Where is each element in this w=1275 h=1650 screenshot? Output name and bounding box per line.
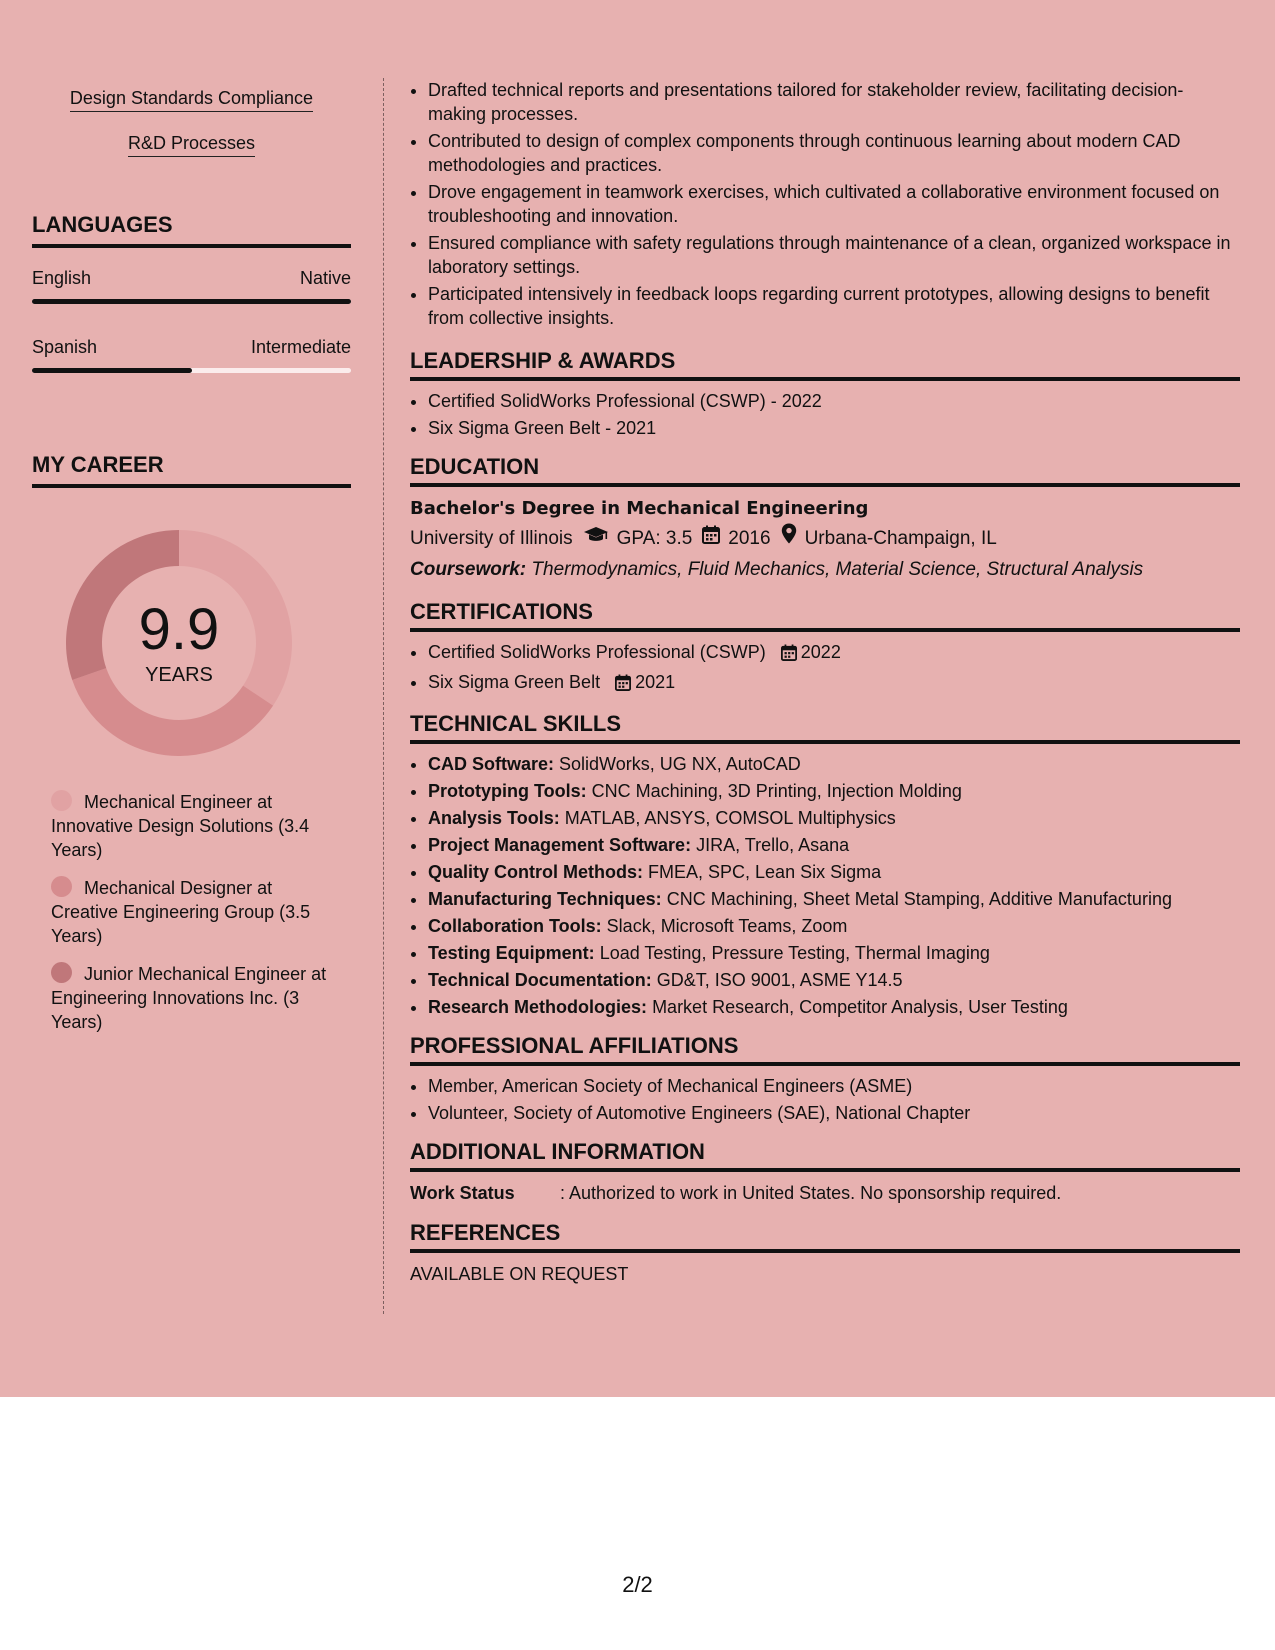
career-total-years: 9.9: [138, 597, 220, 662]
calendar-icon: [615, 673, 631, 697]
education-details: [410, 523, 1240, 555]
skill-item: [32, 133, 351, 154]
affiliation-item: • Volunteer, Society of Automotive Engineers (SAE), National Chapter: [428, 1101, 1240, 1125]
skill-item: [32, 88, 351, 109]
experience-bullet: • Drafted technical reports and presentations tailored for stakeholder review, facilitating decision-making processes.: [428, 78, 1240, 126]
leadership-list: [410, 389, 1240, 440]
skill-values: FMEA, SPC, Lean Six Sigma: [648, 862, 882, 882]
leadership-item: • Six Sigma Green Belt - 2021: [428, 416, 1240, 440]
language-level: Native: [299, 268, 351, 288]
coursework-label: Coursework:: [410, 559, 527, 580]
technical-skills-list: [410, 752, 1240, 1019]
language-bar-fill: [32, 368, 192, 373]
skill-values: Slack, Microsoft Teams, Zoom: [606, 916, 848, 936]
right-column: [410, 78, 1240, 1287]
skill-label: R&D Processes: [128, 133, 255, 157]
technical-skills-heading: TECHNICAL SKILLS: [410, 711, 1240, 744]
experience-bullet: • Ensured compliance with safety regulations through maintenance of a clean, organized workspace in laboratory settings.: [428, 231, 1240, 279]
certifications-heading: CERTIFICATIONS: [410, 599, 1240, 632]
career-total-unit: YEARS: [145, 664, 213, 686]
additional-info-heading: ADDITIONAL INFORMATION: [410, 1139, 1240, 1172]
graduation-cap-icon: [583, 523, 609, 555]
certifications-list: [410, 640, 1240, 697]
career-legend-item: [51, 876, 341, 948]
location-pin-icon: [781, 523, 797, 555]
affiliation-item: • Member, American Society of Mechanical Engineers (ASME): [428, 1074, 1240, 1098]
career-legend-item: [51, 962, 341, 1034]
skill-category: Analysis Tools:: [428, 808, 560, 828]
languages-heading: LANGUAGES: [32, 212, 351, 248]
education-heading: EDUCATION: [410, 454, 1240, 487]
career-legend-label: Junior Mechanical Engineer at Engineering Innovations Inc. (3 Years): [51, 964, 327, 1032]
education-school: University of Illinois: [410, 528, 573, 549]
technical-skill-item: [428, 860, 1240, 884]
career-legend-item: [51, 790, 341, 862]
skill-category: Manufacturing Techniques:: [428, 889, 662, 909]
certification-year: 2022: [800, 642, 841, 662]
affiliations-heading: PROFESSIONAL AFFILIATIONS: [410, 1033, 1240, 1066]
skill-values: Load Testing, Pressure Testing, Thermal Imaging: [599, 943, 990, 963]
skill-category: Testing Equipment:: [428, 943, 595, 963]
skill-category: Research Methodologies:: [428, 997, 648, 1017]
education-degree: Bachelor's Degree in Mechanical Engineering: [410, 498, 869, 519]
certification-name: Certified SolidWorks Professional (CSWP): [428, 642, 766, 662]
legend-dot: [51, 876, 72, 897]
technical-skill-item: [428, 887, 1240, 911]
calendar-icon: [781, 643, 797, 667]
education-location: Urbana-Champaign, IL: [804, 528, 997, 549]
education-year: 2016: [728, 528, 771, 549]
career-legend-label: Mechanical Engineer at Innovative Design Solutions (3.4 Years): [51, 792, 310, 860]
technical-skill-item: [428, 995, 1240, 1019]
education-gpa: GPA: 3.5: [616, 528, 693, 549]
language-name: English: [32, 268, 92, 288]
skill-category: Prototyping Tools:: [428, 781, 587, 801]
certification-name: Six Sigma Green Belt: [428, 672, 601, 692]
language-bar: [32, 368, 351, 373]
work-status-label: Work Status: [410, 1183, 515, 1203]
certification-item: [428, 670, 1240, 697]
page-number: 2/2: [622, 1572, 653, 1597]
experience-bullets: [410, 78, 1240, 330]
references-text: AVAILABLE ON REQUEST: [410, 1264, 629, 1284]
skill-values: GD&T, ISO 9001, ASME Y14.5: [656, 970, 903, 990]
language-bar-fill: [32, 299, 351, 304]
affiliations-list: [410, 1074, 1240, 1125]
technical-skill-item: [428, 833, 1240, 857]
calendar-icon: [702, 523, 720, 555]
skill-category: Project Management Software:: [428, 835, 692, 855]
technical-skill-item: [428, 941, 1240, 965]
skill-values: JIRA, Trello, Asana: [696, 835, 850, 855]
technical-skill-item: [428, 752, 1240, 776]
technical-skill-item: [428, 779, 1240, 803]
skill-values: CNC Machining, 3D Printing, Injection Molding: [591, 781, 962, 801]
career-legend-label: Mechanical Designer at Creative Engineering Group (3.5 Years): [51, 878, 311, 946]
language-row: [32, 268, 351, 289]
column-divider: [383, 78, 384, 1314]
skill-values: MATLAB, ANSYS, COMSOL Multiphysics: [564, 808, 896, 828]
skill-values: SolidWorks, UG NX, AutoCAD: [559, 754, 801, 774]
work-status-value: : Authorized to work in United States. No sponsorship required.: [560, 1183, 1062, 1203]
certification-item: [428, 640, 1240, 667]
leadership-heading: LEADERSHIP & AWARDS: [410, 348, 1240, 381]
skill-category: CAD Software:: [428, 754, 555, 774]
legend-dot: [51, 790, 72, 811]
language-level: Intermediate: [250, 337, 351, 357]
references-heading: REFERENCES: [410, 1220, 1240, 1253]
language-bar: [32, 299, 351, 304]
language-row: [32, 337, 351, 358]
experience-bullet: • Participated intensively in feedback loops regarding current prototypes, allowing designs to benefit from collective insights.: [428, 282, 1240, 330]
career-legend: [51, 790, 341, 1048]
career-heading: MY CAREER: [32, 452, 351, 488]
leadership-item: • Certified SolidWorks Professional (CSWP) - 2022: [428, 389, 1240, 413]
technical-skill-item: [428, 968, 1240, 992]
experience-bullet: • Drove engagement in teamwork exercises, which cultivated a collaborative environment focused on troubleshooting and innovation.: [428, 180, 1240, 228]
skill-values: CNC Machining, Sheet Metal Stamping, Additive Manufacturing: [666, 889, 1172, 909]
legend-dot: [51, 962, 72, 983]
technical-skill-item: [428, 806, 1240, 830]
skill-category: Quality Control Methods:: [428, 862, 643, 882]
skill-values: Market Research, Competitor Analysis, User Testing: [652, 997, 1068, 1017]
language-name: Spanish: [32, 337, 98, 357]
certification-year: 2021: [635, 672, 676, 692]
work-status-row: [410, 1180, 1240, 1206]
skill-category: Technical Documentation:: [428, 970, 652, 990]
experience-bullet: • Contributed to design of complex components through continuous learning about modern CAD methodologies and practices.: [428, 129, 1240, 177]
education-coursework: [410, 555, 1240, 585]
technical-skill-item: [428, 914, 1240, 938]
skill-category: Collaboration Tools:: [428, 916, 602, 936]
coursework-list: Thermodynamics, Fluid Mechanics, Material Science, Structural Analysis: [531, 559, 1144, 580]
skill-label: Design Standards Compliance: [70, 88, 313, 112]
